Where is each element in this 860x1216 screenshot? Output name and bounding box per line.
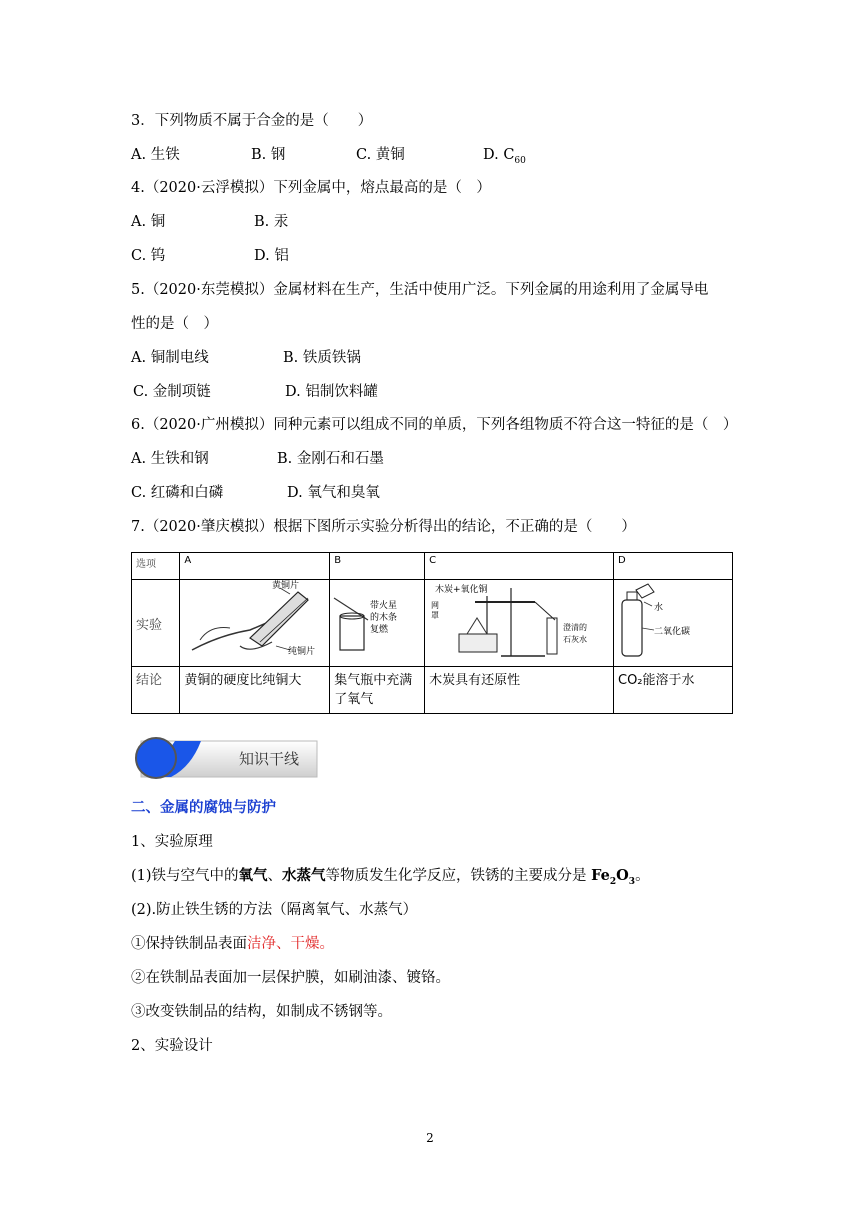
label-copper-sheet: 纯铜片 bbox=[288, 647, 316, 657]
section-p5: ②在铁制品表面加一层保护膜，如刷油漆、镀铬。 bbox=[131, 970, 450, 986]
diagram-c bbox=[425, 580, 614, 667]
diagram-d bbox=[614, 580, 733, 667]
section-banner bbox=[131, 737, 319, 779]
section-p1: 1、实验原理 bbox=[131, 834, 213, 850]
co2-bottle-diagram bbox=[614, 580, 732, 662]
page-number: 2 bbox=[426, 1131, 434, 1145]
q3-option-a: A. 生铁 bbox=[131, 147, 180, 163]
conclusion-d: CO₂能溶于水 bbox=[614, 667, 733, 714]
table-row-conclusion bbox=[132, 667, 733, 714]
header-a: A bbox=[180, 553, 330, 580]
header-d: D bbox=[614, 553, 733, 580]
row-label-conclusion: 结论 bbox=[132, 667, 180, 714]
section-p2: (1)铁与空气中的氧气、水蒸气等物质发生化学反应，铁锈的主要成分是 $Fe_2O_3$。 bbox=[131, 867, 650, 887]
label-c2: 网 bbox=[431, 601, 440, 610]
table-row-experiment bbox=[132, 580, 733, 667]
banner-title: 知识干线 bbox=[239, 750, 300, 768]
q5-option-d: D. 铝制饮料罐 bbox=[285, 384, 378, 400]
q3-option-b: B. 钢 bbox=[251, 147, 286, 163]
q5-stem-line1: 5.（2020·东莞模拟）金属材料在生产，生活中使用广泛。下列金属的用途利用了金属导电 bbox=[131, 282, 709, 298]
label-d2: 二氧化碳 bbox=[654, 627, 691, 637]
gas-jar-diagram bbox=[330, 580, 422, 662]
table-header-row bbox=[132, 553, 733, 580]
q6-option-a: A. 生铁和钢 bbox=[131, 451, 209, 467]
q6-option-b: B. 金刚石和石墨 bbox=[277, 451, 384, 467]
q4-option-c: C. 钨 bbox=[131, 248, 166, 264]
header-option: 选项 bbox=[132, 553, 180, 580]
conclusion-c: 木炭具有还原性 bbox=[425, 667, 614, 714]
q3-option-c: C. 黄铜 bbox=[356, 147, 405, 163]
q6-option-c: C. 红磷和白磷 bbox=[131, 485, 224, 501]
section-p6: ③改变铁制品的结构，如制成不锈钢等。 bbox=[131, 1004, 392, 1020]
section-p4: ①保持铁制品表面洁净、干燥。 bbox=[131, 936, 334, 952]
q4-option-b: B. 汞 bbox=[254, 214, 289, 230]
label-c4: 澄清的 bbox=[563, 623, 588, 632]
q4-option-a: A. 铜 bbox=[131, 214, 166, 230]
brass-scratch-diagram bbox=[180, 580, 327, 662]
q5-option-c: C. 金制项链 bbox=[133, 384, 211, 400]
diagram-b bbox=[330, 580, 425, 667]
q6-option-d: D. 氧气和臭氧 bbox=[287, 485, 380, 501]
q5-stem-line2: 性的是（ ） bbox=[131, 316, 218, 332]
q3-stem: 3．下列物质不属于合金的是（ ） bbox=[131, 113, 373, 129]
label-b1: 带火星 bbox=[370, 601, 398, 611]
label-d1: 水 bbox=[654, 603, 664, 613]
q3-option-d: D. $C_{60}$ bbox=[483, 147, 526, 166]
label-c5: 石灰水 bbox=[563, 635, 588, 644]
conclusion-a: 黄铜的硬度比纯铜大 bbox=[180, 667, 330, 714]
q5-option-b: B. 铁质铁锅 bbox=[283, 350, 361, 366]
row-label-experiment: 实验 bbox=[132, 580, 180, 667]
label-brass-sheet: 黄铜片 bbox=[272, 581, 300, 591]
section-p7: 2、实验设计 bbox=[131, 1038, 213, 1054]
label-c1: 木炭+氧化铜 bbox=[435, 585, 488, 595]
q7-stem: 7.（2020·肇庆模拟）根据下图所示实验分析得出的结论，不正确的是（ ） bbox=[131, 519, 636, 535]
experiment-table bbox=[131, 552, 733, 714]
q4-stem: 4.（2020·云浮模拟）下列金属中，熔点最高的是（ ） bbox=[131, 180, 491, 196]
label-c3: 罩 bbox=[431, 611, 440, 620]
label-b2: 的木条 bbox=[370, 613, 398, 623]
section-heading: 二、金属的腐蚀与防护 bbox=[131, 799, 276, 816]
section-p3: (2).防止铁生锈的方法（隔离氧气、水蒸气） bbox=[131, 902, 418, 918]
q6-stem: 6.（2020·广州模拟）同种元素可以组成不同的单质，下列各组物质不符合这一特征的是（ ） bbox=[131, 417, 738, 433]
header-b: B bbox=[330, 553, 425, 580]
carbon-reduction-diagram bbox=[425, 580, 611, 662]
q5-option-a: A. 铜制电线 bbox=[131, 350, 209, 366]
diagram-a bbox=[180, 580, 330, 667]
label-b3: 复燃 bbox=[370, 625, 389, 635]
conclusion-b: 集气瓶中充满了氧气 bbox=[330, 667, 425, 714]
q4-option-d: D. 铝 bbox=[254, 248, 289, 264]
header-c: C bbox=[425, 553, 614, 580]
